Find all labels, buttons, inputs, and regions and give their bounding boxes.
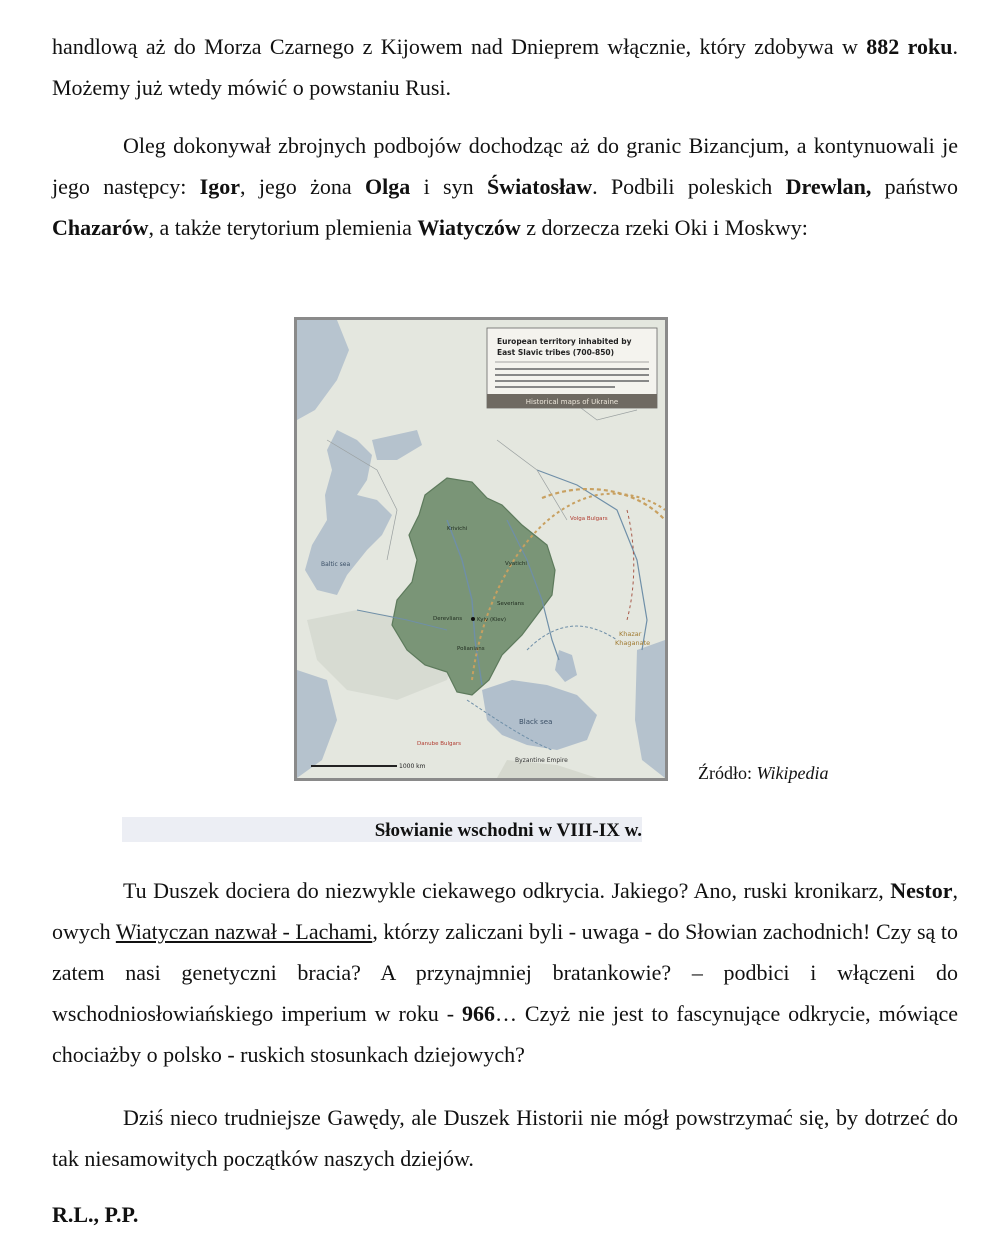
map-header-band: Historical maps of Ukraine [525, 398, 619, 406]
map-title-line2: East Slavic tribes (700-850) [497, 348, 615, 357]
text: , jego żona [240, 174, 365, 199]
bold-year: 966 [461, 1001, 495, 1026]
figure-caption: Słowianie wschodni w VIII-IX w. [374, 820, 642, 841]
text: , a także terytorium plemienia [148, 215, 418, 240]
bold-name: Igor [199, 174, 240, 199]
bold-name: Nestor [890, 878, 953, 903]
label-khazar1: Khazar [619, 630, 642, 638]
bold-name: Olga [364, 174, 411, 199]
text: , owych [52, 878, 958, 944]
bold-name: Światosław [486, 174, 593, 199]
map-scale: 1000 km [399, 763, 426, 770]
label-volga: Volga Bulgars [570, 516, 608, 522]
paragraph-2 [52, 125, 958, 248]
label-black-sea: Black sea [519, 718, 553, 726]
label-kyiv: Kyiv (Kiev) [477, 617, 507, 623]
text: Oleg dokonywał zbrojnych podbojów dochodząc aż do granic Bizancjum, a kontynuowali je jego następcy: [52, 133, 958, 199]
paragraph-1 [52, 26, 958, 108]
image-source [698, 763, 828, 784]
source-label: Źródło: [698, 763, 757, 783]
paragraph-3 [52, 870, 958, 1075]
text: … Czyż nie jest to fascynujące odkrycie, mówiące chociażby o polsko - ruskich stosunkach dziejowych? [52, 1001, 958, 1067]
text: handlową aż do Morza Czarnego z Kijowem nad Dnieprem włącznie, który zdobywa w [52, 34, 867, 59]
text: . Możemy już wtedy mówić o powstaniu Rusi. [52, 34, 958, 100]
source-link-text: Wikipedia [756, 763, 829, 783]
label-krivichi: Krivichi [447, 526, 468, 532]
label-severians: Severians [497, 601, 525, 607]
label-derevlians: Derevlians [433, 616, 463, 622]
underlined-text: Wiatyczan nazwał - Lachami [115, 919, 373, 944]
label-baltic: Baltic sea [321, 561, 351, 568]
text: . Podbili poleskich [592, 174, 786, 199]
text: , którzy zaliczani byli - uwaga - do Słowian zachodnich! Czy są to zatem nasi genetyczni bracia? A przynajmniej bratankowie? – podbici i włączeni do wschodniosłowiańskiego imperium w roku - [52, 919, 958, 1026]
bold-name: Chazarów [52, 215, 149, 240]
text: państwo [871, 174, 959, 199]
bold-name: Wiatyczów [417, 215, 521, 240]
paragraph-4: Dziś nieco trudniejsze Gawędy, ale Duszek Historii nie mógł powstrzymać się, by dotrzeć do tak niesamowitych początków naszych dziejów. [52, 1105, 958, 1171]
text: Tu Duszek dociera do niezwykle ciekawego odkrycia. Jakiego? Ano, ruski kronikarz, [123, 878, 891, 903]
map-title-line1: European territory inhabited by [497, 337, 632, 346]
bold-year: 882 roku [866, 34, 953, 59]
text: z dorzecza rzeki Oki i Moskwy: [520, 215, 808, 240]
text: i syn [410, 174, 487, 199]
label-polianians: Polianians [457, 646, 485, 652]
bold-name: Drewlan, [785, 174, 872, 199]
label-vyatichi: Vyatichi [505, 561, 527, 567]
label-byzantine: Byzantine Empire [515, 757, 568, 764]
label-danube: Danube Bulgars [417, 741, 461, 747]
label-khazar2: Khaganate [615, 639, 651, 647]
map-image [294, 317, 668, 781]
signature: R.L., P.P. [52, 1202, 139, 1227]
